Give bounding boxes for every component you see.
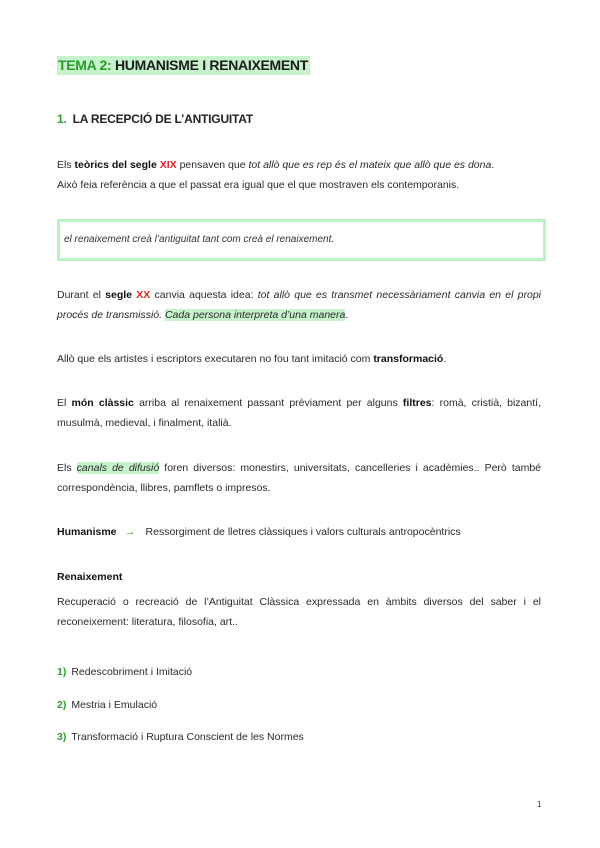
page-title <box>57 56 310 75</box>
quote-box: el renaixement creà l’antiguitat tant com creà el renaixement. <box>57 219 546 261</box>
humanisme-term: Humanisme <box>57 526 117 538</box>
p3-text: Allò que els artistes i escriptors executaren no fou tant imitació com <box>57 353 374 365</box>
p3-text: . <box>443 353 447 365</box>
p1-italic: tot allò que es rep és el mateix que allò que es dona <box>248 159 492 171</box>
p4-bold: filtres <box>402 397 432 409</box>
list-item <box>57 695 541 715</box>
section-label: LA RECEPCIÓ DE L’ANTIGUITAT <box>72 112 253 126</box>
p1-text: . <box>491 159 495 171</box>
paragraph-3 <box>57 349 541 369</box>
renaixement-term: Renaixement <box>57 571 123 583</box>
p2-text: canvia aquesta idea: <box>150 289 258 301</box>
paragraph-2 <box>57 285 541 325</box>
p1-text: Els <box>57 159 75 171</box>
paragraph-5 <box>57 458 541 498</box>
p3-bold: transformació <box>373 353 444 365</box>
arrow-right-icon: → <box>124 526 136 538</box>
p1-bold: teòrics del segle <box>74 159 160 171</box>
list-number: 1) <box>57 666 67 678</box>
p5-highlight: canals de difusió <box>76 462 160 474</box>
p2-century: XX <box>136 289 151 301</box>
p1-text: pensaven que <box>176 159 249 171</box>
list-item <box>57 727 541 747</box>
list-text: Mestria i Emulació <box>71 699 158 711</box>
title-tema: TEMA 2: <box>58 57 112 73</box>
p2-highlight: Cada persona interpreta d’una manera <box>164 309 346 321</box>
paragraph-4 <box>57 393 541 433</box>
p2-text: Durant el <box>57 289 106 301</box>
section-heading <box>57 112 253 126</box>
p5-text: Els <box>57 462 77 474</box>
title-main: HUMANISME I RENAIXEMENT <box>114 57 308 73</box>
p4-text: : romà, cristià, bizantí, musulmà, medieval, i finalment, italià. <box>57 397 541 429</box>
p2-bold: segle <box>105 289 133 301</box>
p4-bold: món clàssic <box>71 397 134 409</box>
renaixement-definition: Recuperació o recreació de l’Antiguitat Clàssica expressada en àmbits diversos del saber i el reconeixement: literatura, filosofia, art.. <box>57 596 541 628</box>
list-number: 2) <box>57 699 67 711</box>
humanisme-definition <box>57 522 541 542</box>
section-number: 1. <box>57 112 67 126</box>
list-item <box>57 662 541 682</box>
list-number: 3) <box>57 731 67 743</box>
p2-italic: tot allò que es transmet necessàriament canvia en el propi procés de transmissió. <box>57 289 542 321</box>
p4-text: arriba al renaixement passant prèviament per alguns <box>133 397 403 409</box>
list-text: Transformació i Ruptura Conscient de les Normes <box>71 731 304 743</box>
page-number: 1 <box>537 800 542 809</box>
p4-text: El <box>57 397 72 409</box>
p5-text: foren diversos: monestirs, universitats, cancelleries i acadèmies.. Però també correspondència, llibres, pamflets o impresos. <box>57 462 542 494</box>
p2-text: . <box>345 309 349 321</box>
paragraph-1 <box>57 155 541 195</box>
renaixement-heading <box>57 567 541 587</box>
p1-century: XIX <box>159 159 177 171</box>
list-text: Redescobriment i Imitació <box>71 666 193 678</box>
humanisme-text: Ressorgiment de lletres clàssiques i valors culturals antropocèntrics <box>145 526 461 538</box>
p1-line2: Això feia referència a que el passat era igual que el que mostraven els contemporanis. <box>57 179 460 191</box>
